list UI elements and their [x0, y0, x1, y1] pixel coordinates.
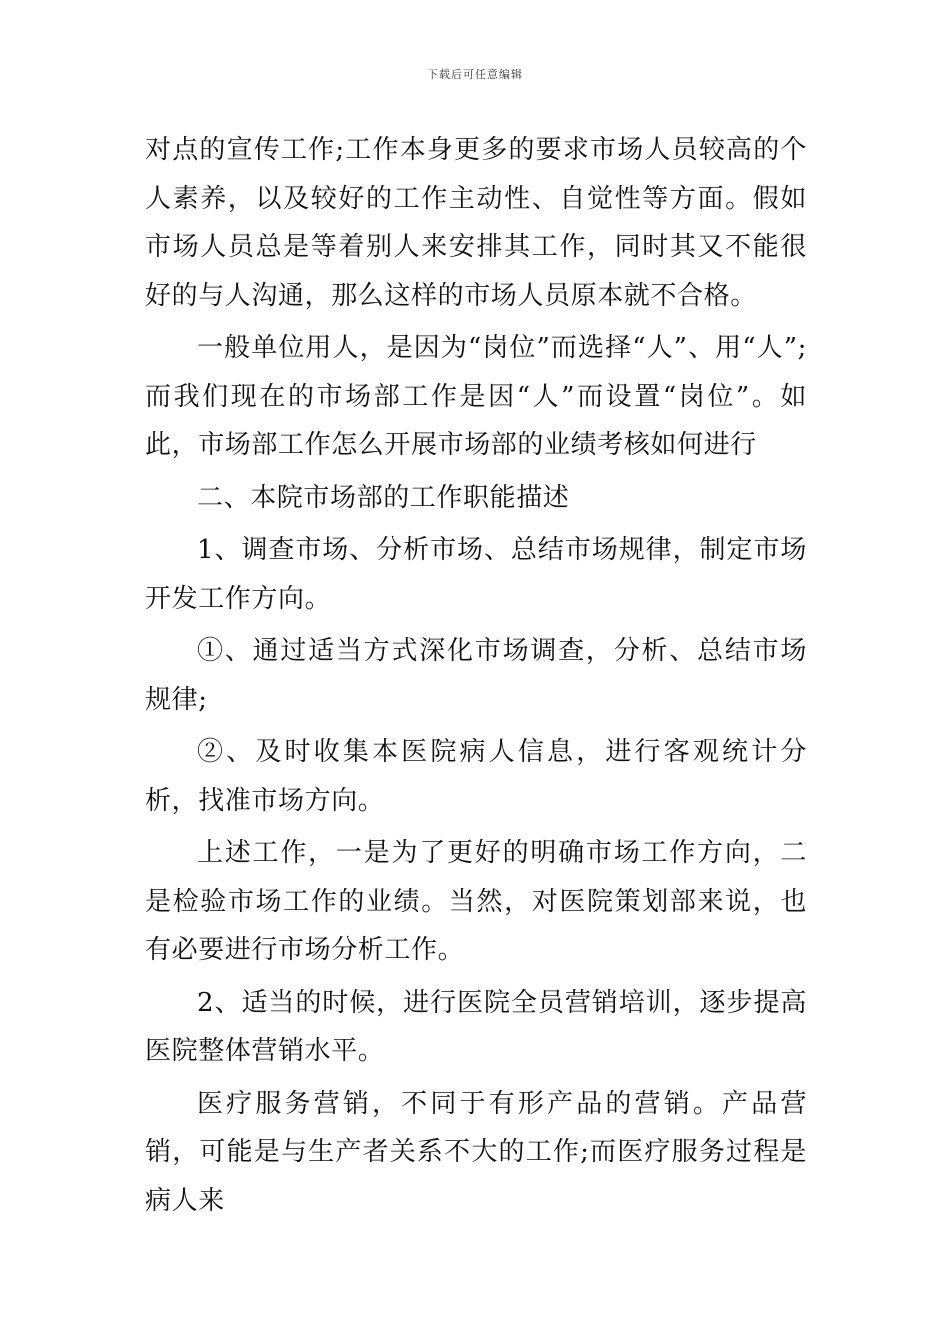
paragraph-subitem-1: ①、通过适当方式深化市场调查，分析、总结市场规律;	[145, 636, 807, 715]
paragraph-4: 医疗服务营销，不同于有形产品的营销。产品营销，可能是与生产者关系不大的工作;而医疗服务过程是病人来	[145, 1088, 807, 1216]
paragraph-subitem-2: ②、及时收集本医院病人信息，进行客观统计分析，找准市场方向。	[145, 737, 807, 816]
document-body	[145, 126, 807, 1229]
paragraph-1: 对点的宣传工作;工作本身更多的要求市场人员较高的个人素养，以及较好的工作主动性、自觉性等方面。假如市场人员总是等着别人来安排其工作，同时其又不能很好的与人沟通，那么这样的市场人员原本就不合格。	[145, 135, 807, 311]
paragraph-item-2: 2、适当的时候，进行医院全员营销培训，逐步提高医院整体营销水平。	[145, 987, 807, 1066]
page-header: 下载后可任意编辑	[427, 68, 523, 81]
paragraph-2: 一般单位用人，是因为“岗位”而选择“人”、用“人”;而我们现在的市场部工作是因“人”而设置“岗位”。如此，市场部工作怎么开展市场部的业绩考核如何进行	[145, 333, 807, 460]
section-heading: 二、本院市场部的工作职能描述	[197, 482, 570, 513]
paragraph-3: 上述工作，一是为了更好的明确市场工作方向，二是检验市场工作的业绩。当然，对医院策划部来说，也有必要进行市场分析工作。	[145, 838, 807, 965]
paragraph-item-1: 1、调查市场、分析市场、总结市场规律，制定市场开发工作方向。	[145, 535, 807, 614]
